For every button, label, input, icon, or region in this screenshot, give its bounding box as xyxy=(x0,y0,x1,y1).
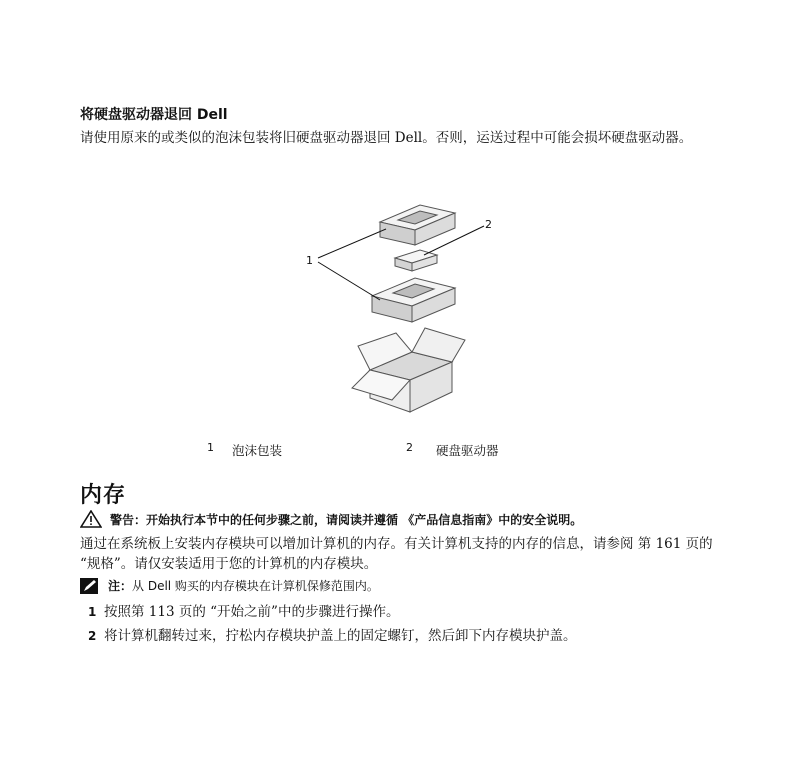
step-item xyxy=(80,600,399,620)
section-heading-return-drive: 将硬盘驱动器退回 Dell xyxy=(80,107,228,123)
warning-triangle-icon xyxy=(80,510,102,528)
shipping-box xyxy=(352,328,465,412)
packaging-illustration xyxy=(290,200,520,425)
note-pencil-icon xyxy=(80,578,100,594)
legend-label-2: 硬盘驱动器 xyxy=(436,443,499,458)
step-number: 1 xyxy=(88,605,97,619)
foam-packaging-top xyxy=(380,205,455,245)
note-callout xyxy=(80,577,379,594)
hard-drive xyxy=(395,250,437,271)
note-label: 注： xyxy=(108,579,133,593)
step-item xyxy=(80,624,577,644)
return-drive-paragraph: 请使用原来的或类似的泡沫包装将旧硬盘驱动器退回 Dell。否则，运送过程中可能会损坏硬盘驱动器。 xyxy=(80,130,693,146)
callout-2-label: 2 xyxy=(485,218,492,231)
warning-callout xyxy=(80,510,582,528)
step-number: 2 xyxy=(88,629,97,643)
callout-1-label: 1 xyxy=(306,254,313,267)
step-text: 按照第 113 页的 “开始之前”中的步骤进行操作。 xyxy=(104,604,400,620)
legend-label-1: 泡沫包装 xyxy=(232,443,283,458)
section-heading-memory: 内存 xyxy=(80,483,127,508)
warning-text: 开始执行本节中的任何步骤之前，请阅读并遵循 《产品信息指南》中的安全说明。 xyxy=(146,512,583,527)
memory-intro-paragraph: 通过在系统板上安装内存模块可以增加计算机的内存。有关计算机支持的内存的信息，请参阅 第 161 页的 “规格”。请仅安装适用于您的计算机的内存模块。 xyxy=(80,536,713,572)
legend-num-2: 2 xyxy=(406,441,413,454)
foam-packaging-bottom xyxy=(372,278,455,322)
step-text: 将计算机翻转过来，拧松内存模块护盖上的固定螺钉，然后卸下内存模块护盖。 xyxy=(104,628,577,644)
note-text: 从 Dell 购买的内存模块在计算机保修范围内。 xyxy=(132,579,379,593)
legend-num-1: 1 xyxy=(207,441,214,454)
warning-label: 警告： xyxy=(110,512,147,527)
